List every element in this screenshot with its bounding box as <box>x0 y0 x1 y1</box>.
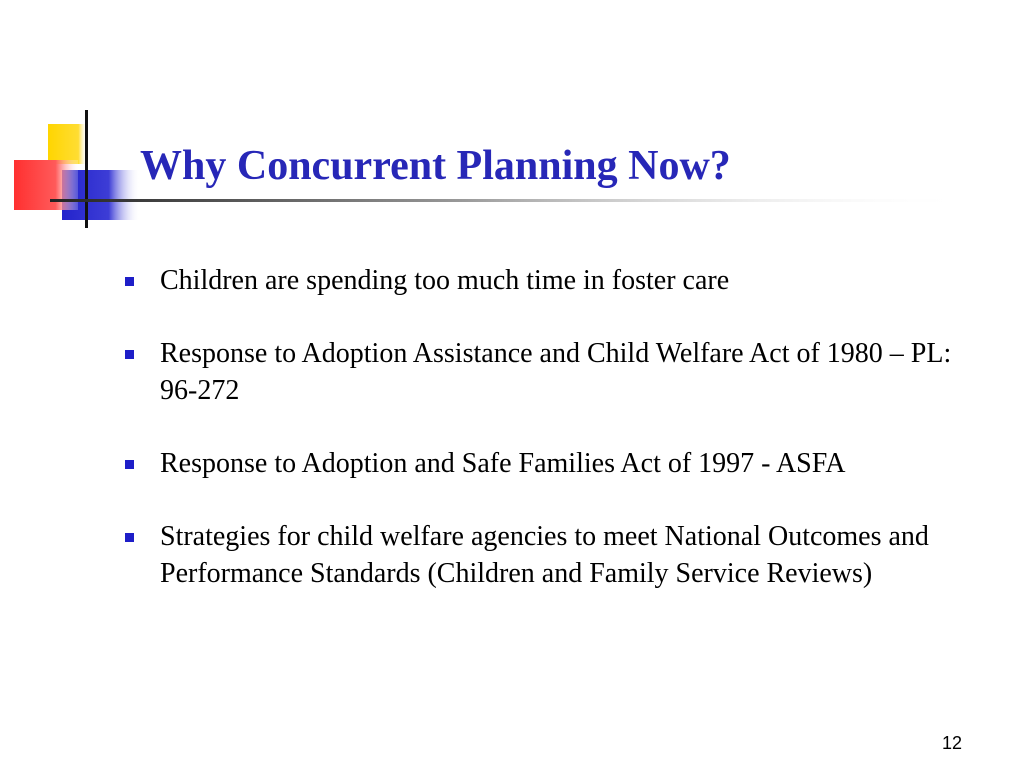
square-bullet-icon <box>125 277 134 286</box>
bullet-text: Response to Adoption Assistance and Child Welfare Act of 1980 – PL: 96-272 <box>160 338 952 406</box>
page-number: 12 <box>941 733 962 753</box>
bullet-item <box>122 518 982 592</box>
bullet-text: Children are spending too much time in foster care <box>160 265 730 296</box>
bullet-text: Strategies for child welfare agencies to meet National Outcomes and Performance Standards (Children and Family Service Reviews) <box>160 521 929 589</box>
red-square <box>14 160 78 210</box>
square-bullet-icon <box>125 533 134 542</box>
horizontal-rule <box>50 199 970 202</box>
bullet-text: Response to Adoption and Safe Families Act of 1997 - ASFA <box>160 448 846 479</box>
bullet-item <box>122 262 982 299</box>
vertical-rule <box>85 110 88 228</box>
yellow-square <box>48 124 86 164</box>
square-bullet-icon <box>125 460 134 469</box>
slide-title: Why Concurrent Planning Now? <box>140 143 731 189</box>
bullet-item <box>122 445 982 482</box>
bullet-item <box>122 335 982 409</box>
title-decoration <box>0 0 1024 240</box>
bullet-list <box>122 262 982 628</box>
square-bullet-icon <box>125 350 134 359</box>
